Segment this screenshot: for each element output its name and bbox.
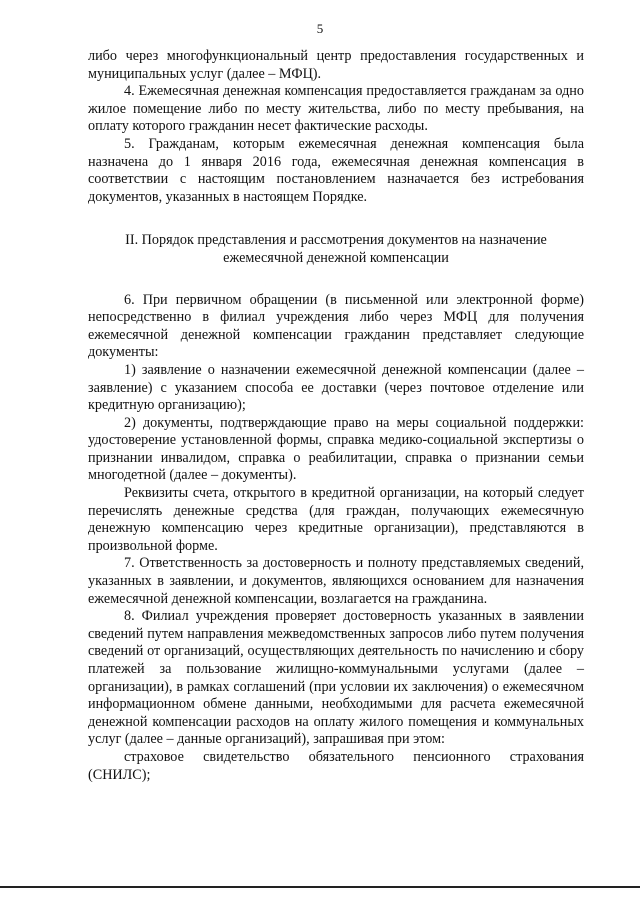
paragraph-account-details: Реквизиты счета, открытого в кредитной организации, на который следует перечислять денежные средства (для граждан, получающих ежемесячную денежную компенсацию через кредитные организации), представляются в произвольной форме. [88, 485, 584, 554]
section-heading [88, 232, 584, 267]
section-heading-line2: ежемесячной денежной компенсации [223, 249, 449, 266]
paragraph-subitem-1: 1) заявление о назначении ежемесячной денежной компенсации (далее – заявление) с указанием способа ее доставки (через почтовое отделение или кредитную организацию); [88, 361, 584, 414]
page-bottom-rule [0, 886, 640, 888]
paragraph-item-5: 5. Гражданам, которым ежемесячная денежная компенсация была назначена до 1 января 2016 года, ежемесячная денежная компенсация в соответствии с настоящим постановлением назначается без истребования документов, указанных в настоящем Порядке. [88, 135, 584, 205]
paragraph-snils: страховое свидетельство обязательного пенсионного страхования (СНИЛС); [88, 748, 584, 783]
paragraph-item-7: 7. Ответственность за достоверность и полноту представляемых сведений, указанных в заявлении, и документов, являющихся основанием для назначения ежемесячной денежной компенсации, возлагается на гражданина. [88, 555, 584, 607]
paragraph-item-6: 6. При первичном обращении (в письменной или электронной форме) непосредственно в филиал учреждения либо через МФЦ для получения ежемесячной денежной компенсации гражданин представляет следующие документы: [88, 291, 584, 361]
paragraph-item-4: 4. Ежемесячная денежная компенсация предоставляется гражданам за одно жилое помещение либо по месту жительства, либо по месту пребывания, на оплату которого гражданин несет фактические расходы. [88, 83, 584, 135]
paragraph-item-8: 8. Филиал учреждения проверяет достоверность указанных в заявлении сведений путем направления межведомственных запросов либо путем получения сведений от организаций, осуществляющих деятельность по начислению и сбору платежей за пользование жилищно-коммунальными услугами (далее – организации), в рамках соглашений (при условии их заключения) о ежемесячном информационном обмене данными, необходимыми для расчета ежемесячной денежной компенсации расходов на оплату жилого помещения и коммунальных услуг (далее – данные организаций), запрашивая при этом: [88, 608, 584, 748]
page-number: 5 [316, 21, 324, 36]
paragraph-continuation: либо через многофункциональный центр предоставления государственных и муниципальных услуг (далее – МФЦ). [88, 48, 584, 82]
section-heading-line1: II. Порядок представления и рассмотрения документов на назначение [125, 232, 547, 249]
document-body [88, 48, 584, 784]
paragraph-subitem-2: 2) документы, подтверждающие право на меры социальной поддержки: удостоверение установленной формы, справка медико-социальной экспертизы о признании инвалидом, справка о реабилитации, справка о признании семьи многодетной (далее – документы). [88, 414, 584, 484]
